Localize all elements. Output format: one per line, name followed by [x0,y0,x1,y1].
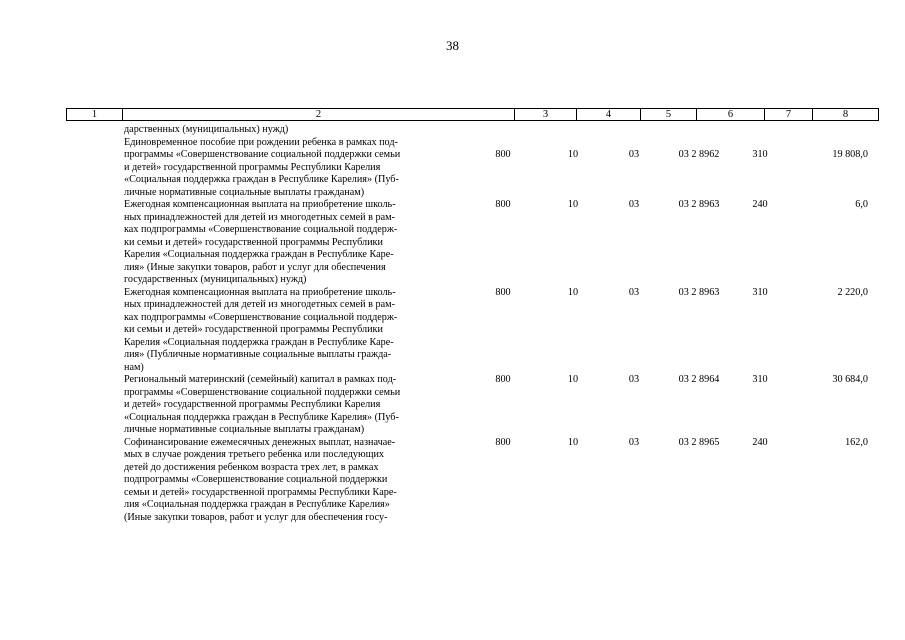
header-col-4: 4 [577,109,641,121]
row-code-6: 03 2 8965 [678,436,720,448]
row-code-6: 03 2 8962 [678,148,720,160]
table-row [0,137,905,200]
row-code-7: 240 [752,199,768,210]
table-row [0,199,905,287]
row-code-6: 03 2 8963 [678,286,720,298]
header-col-8: 8 [813,109,879,121]
header-col-5: 5 [641,109,697,121]
row-code-4: 10 [567,436,579,448]
row-code-6: 03 2 8964 [678,374,720,385]
row-amount: 6,0 [855,199,868,210]
row-description: Региональный материнский (семейный) капитал в рамках под- программы «Совершенствование социальной поддержки семьи и детей» государственной программы Республики Карелия «Социальная поддержка граждан в Республике Карелия» (Пуб- личные нормативные социальные выплаты гражданам) [124,374,401,435]
header-col-1: 1 [67,109,123,121]
row-code-5: 03 [628,286,640,298]
table-header [66,108,879,121]
row-code-3: 800 [495,374,511,385]
row-code-7: 310 [752,374,768,385]
row-code-4: 10 [567,148,579,160]
row-code-5: 03 [628,199,640,210]
row-amount: 30 684,0 [832,374,868,385]
header-col-3: 3 [515,109,577,121]
row-code-3: 800 [495,148,511,160]
row-code-7: 240 [752,436,768,448]
header-col-6: 6 [697,109,765,121]
row-code-5: 03 [628,148,640,160]
row-code-3: 800 [495,199,511,210]
row-amount: 162,0 [845,436,868,448]
row-description: Ежегодная компенсационная выплата на приобретение школь- ных принадлежностей для детей из многодетных семей в рам- ках подпрограммы «Совершенствование социальной поддерж- ки семьи и детей» государственной программы Республики Карелия «Социальная поддержка граждан в Республике Каре- лия» (Иные закупки товаров, работ и услуг для обеспечения государственных (муниципальных) нужд) [124,199,398,285]
page-number: 38 [446,38,459,53]
header-col-7: 7 [765,109,813,121]
row-code-3: 800 [495,286,511,298]
row-code-4: 10 [567,374,579,385]
row-code-4: 10 [567,286,579,298]
table-row [0,374,905,437]
row-amount: 19 808,0 [832,148,868,160]
row-code-7: 310 [752,286,768,298]
row-code-4: 10 [567,199,579,210]
row-code-7: 310 [752,148,768,160]
table-row [0,287,905,375]
row-code-3: 800 [495,436,511,448]
row-description: Ежегодная компенсационная выплата на приобретение школь- ных принадлежностей для детей из многодетных семей в рам- ках подпрограммы «Совершенствование социальной поддерж- ки семьи и детей» государственной программы Республики Карелия «Социальная поддержка граждан в Республике Каре- лия» (Публичные нормативные социальные выплаты гражда- нам) [124,286,398,373]
table-body [0,124,905,524]
row-description: Софинансирование ежемесячных денежных выплат, назначае- мых в случае рождения третьего ребенка или последующих детей до достижения ребенком возраста трех лет, в рамках подпрограммы «Совершенствование социальной поддержки семьи и детей» государственной программы Республики Каре- лия «Социальная поддержка граждан в Республике Карелия» (Иные закупки товаров, работ и услуг для обеспечения госу- [124,436,397,523]
header-col-2: 2 [123,109,515,121]
continuation-text: дарственных (муниципальных) нужд) [124,124,289,135]
row-amount: 2 220,0 [837,286,868,298]
row-code-5: 03 [628,374,640,385]
row-code-6: 03 2 8963 [678,199,720,210]
row-code-5: 03 [628,436,640,448]
table-row [0,437,905,525]
row-description: Единовременное пособие при рождении ребенка в рамках под- программы «Совершенствование социальной поддержки семьи и детей» государственной программы Республики Карелия «Социальная поддержка граждан в Республике Карелия» (Пуб- личные нормативные социальные выплаты гражданам) [124,136,401,198]
